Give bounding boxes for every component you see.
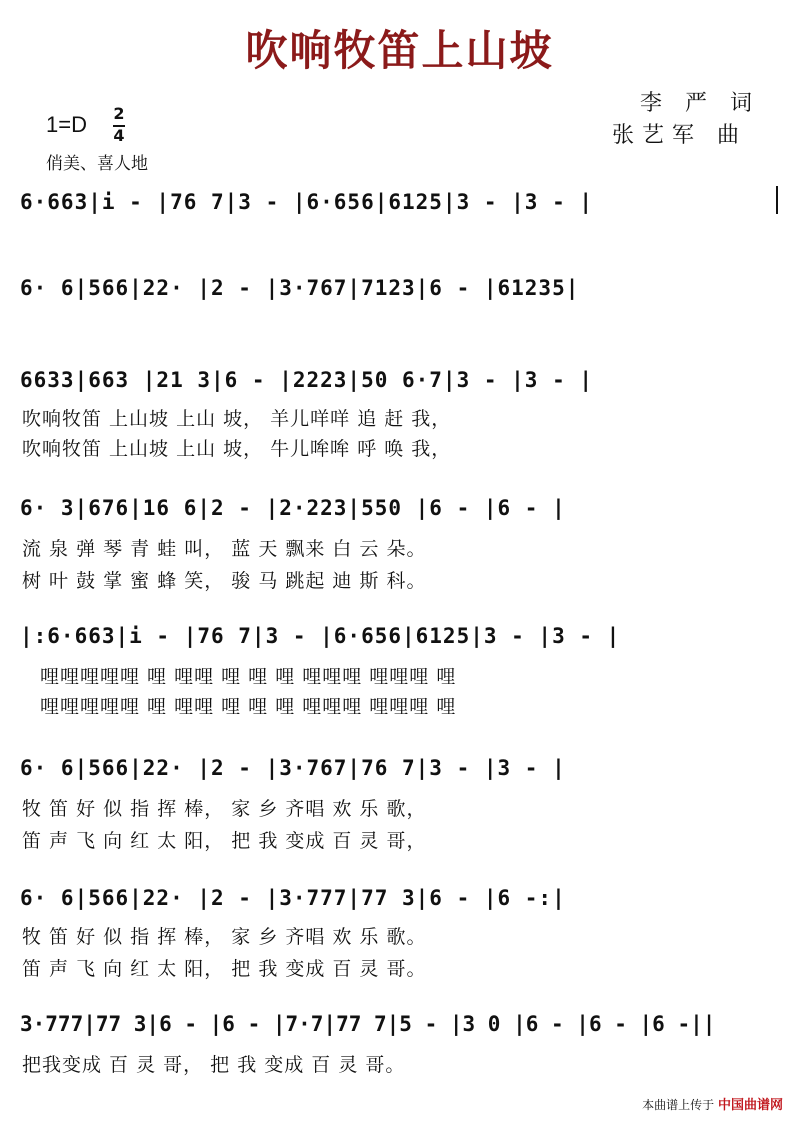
page-title: 吹响牧笛上山坡 <box>245 26 554 75</box>
lyric-line: 哩哩哩哩哩 哩 哩哩 哩 哩 哩 哩哩哩 哩哩哩 哩 <box>40 696 457 718</box>
key-signature: 1=D <box>46 112 87 137</box>
lyric-line: 树 叶 鼓 掌 蜜 蜂 笑， 骏 马 跳起 迪 斯 科。 <box>22 570 427 592</box>
score-system-2: 6· 6|566|22· |2 - |3·767|7123|6 - |61235| <box>20 276 580 300</box>
lyric-line: 牧 笛 好 似 指 挥 棒， 家 乡 齐唱 欢 乐 歌， <box>22 798 427 820</box>
footer-prefix: 本曲谱上传于 <box>642 1098 715 1112</box>
time-signature-bottom: 4 <box>113 126 125 145</box>
score-system-8: 3·777|77 3|6 - |6 - |7·7|77 7|5 - |3 0 |6 - |6 - |6 -|| <box>20 1012 716 1036</box>
lyric-line: 牧 笛 好 似 指 挥 棒， 家 乡 齐唱 欢 乐 歌。 <box>22 926 427 948</box>
score-system-6: 6· 6|566|22· |2 - |3·767|76 7|3 - |3 - | <box>20 756 566 780</box>
tempo-marking: 俏美、喜人地 <box>46 154 148 174</box>
lyric-line: 哩哩哩哩哩 哩 哩哩 哩 哩 哩 哩哩哩 哩哩哩 哩 <box>40 666 457 688</box>
score-system-4: 6· 3|676|16 6|2 - |2·223|550 |6 - |6 - | <box>20 496 566 520</box>
score-system-1: 6·663|i - |76 7|3 - |6·656|6125|3 - |3 - | <box>20 190 594 214</box>
lyric-line: 笛 声 飞 向 红 太 阳， 把 我 变成 百 灵 哥。 <box>22 958 427 980</box>
time-signature-top: 2 <box>113 104 125 123</box>
footer-brand[interactable]: 中国曲谱网 <box>717 1098 783 1113</box>
score-system-7: 6· 6|566|22· |2 - |3·777|77 3|6 - |6 -:| <box>20 886 566 910</box>
lyricist-credit: 李 严 词 <box>640 91 760 116</box>
score-system-5: |:6·663|i - |76 7|3 - |6·656|6125|3 - |3 - | <box>20 624 621 648</box>
score-system-3: 6633|663 |21 3|6 - |2223|50 6·7|3 - |3 - | <box>20 368 594 392</box>
composer-credit: 张艺军 曲 <box>612 123 747 148</box>
lyric-line: 笛 声 飞 向 红 太 阳， 把 我 变成 百 灵 哥， <box>22 830 427 852</box>
lyric-line: 把我变成 百 灵 哥， 把 我 变成 百 灵 哥。 <box>22 1054 406 1076</box>
footer-credit <box>642 1094 783 1113</box>
lyric-line: 吹响牧笛 上山坡 上山 坡， 牛儿哞哞 呼 唤 我， <box>22 438 452 460</box>
lyric-line: 吹响牧笛 上山坡 上山 坡， 羊儿咩咩 追 赶 我， <box>22 408 452 430</box>
barline <box>776 186 778 214</box>
lyric-line: 流 泉 弹 琴 青 蛙 叫， 蓝 天 飘来 白 云 朵。 <box>22 538 427 560</box>
